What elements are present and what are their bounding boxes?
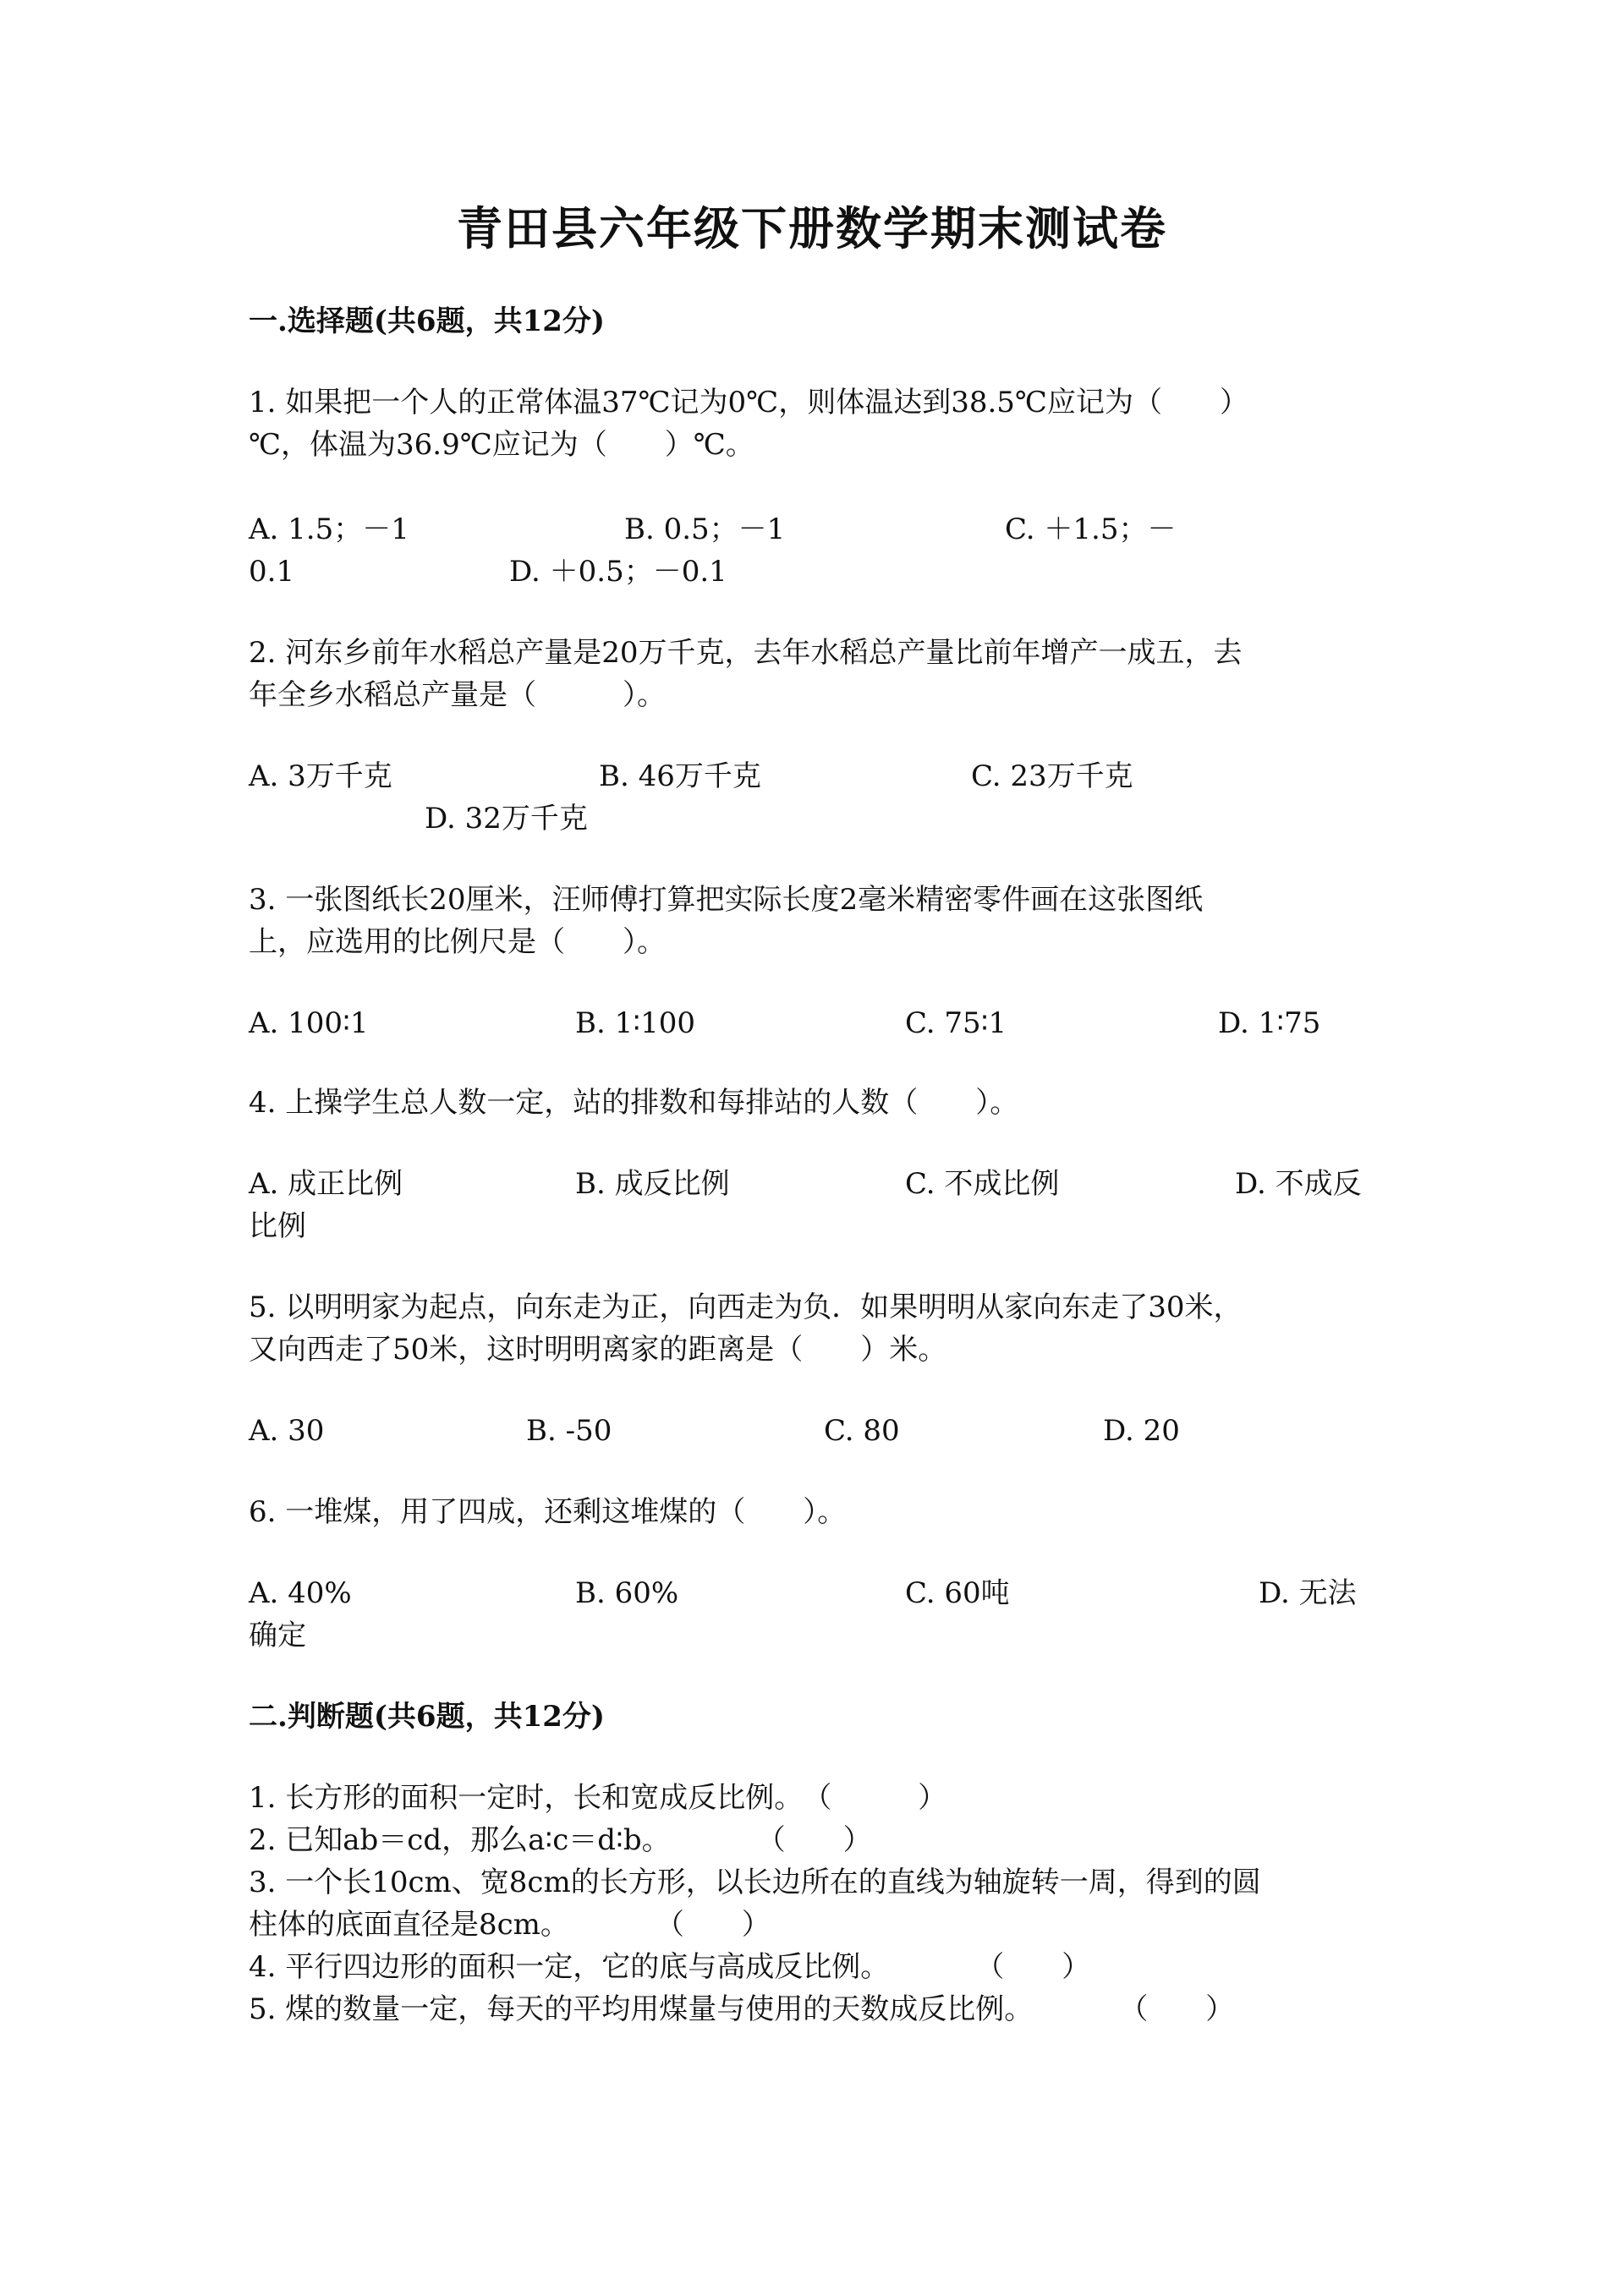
judgement-item-2: 2. 已知ab＝cd，那么a∶c＝d∶b。 （ ） <box>249 1823 872 1857</box>
judgement-item-5: 5. 煤的数量一定，每天的平均用煤量与使用的天数成反比例。 （ ） <box>249 1992 1235 2026</box>
section-heading-judgement: 二.判断题(共6题，共12分) <box>249 1700 605 1734</box>
question-1-line-2: ℃，体温为36.9℃应记为（ ）℃。 <box>249 428 754 462</box>
question-4-option-d: D. 不成反 <box>1235 1167 1362 1201</box>
judgement-item-4: 4. 平行四边形的面积一定，它的底与高成反比例。 （ ） <box>249 1950 1091 1984</box>
question-2-line-1: 2. 河东乡前年水稻总产量是20万千克，去年水稻总产量比前年增产一成五，去 <box>249 636 1243 670</box>
question-1-option-c-continued: 0.1 <box>249 555 295 589</box>
section-heading-choice: 一.选择题(共6题，共12分) <box>249 304 605 338</box>
question-2-option-c: C. 23万千克 <box>971 759 1133 793</box>
question-3-option-c: C. 75∶1 <box>905 1006 1007 1040</box>
question-4-option-b: B. 成反比例 <box>575 1167 730 1201</box>
question-3-option-d: D. 1∶75 <box>1218 1006 1321 1040</box>
question-5-line-1: 5. 以明明家为起点，向东走为正，向西走为负．如果明明从家向东走了30米， <box>249 1290 1243 1324</box>
judgement-item-1: 1. 长方形的面积一定时，长和宽成反比例。 （ ） <box>249 1781 947 1815</box>
question-1-option-c: C. ＋1.5；－ <box>1005 512 1177 546</box>
question-5-option-c: C. 80 <box>824 1414 900 1448</box>
question-1-option-a: A. 1.5；－1 <box>249 512 409 546</box>
question-6-line-1: 6. 一堆煤，用了四成，还剩这堆煤的（ ）。 <box>249 1495 847 1529</box>
question-6-option-d-continued: 确定 <box>249 1619 306 1652</box>
judgement-item-3-line-2: 柱体的底面直径是8cm。 （ ） <box>249 1908 771 1942</box>
question-6-option-d: D. 无法 <box>1259 1576 1357 1610</box>
judgement-item-3-line-1: 3. 一个长10cm、宽8cm的长方形，以长边所在的直线为轴旋转一周，得到的圆 <box>249 1866 1261 1899</box>
question-4-line-1: 4. 上操学生总人数一定，站的排数和每排站的人数（ ）。 <box>249 1086 1019 1120</box>
question-5-option-d: D. 20 <box>1103 1414 1180 1448</box>
question-3-line-1: 3. 一张图纸长20厘米，汪师傅打算把实际长度2毫米精密零件画在这张图纸 <box>249 883 1204 917</box>
question-6-option-b: B. 60% <box>575 1576 679 1610</box>
question-2-option-b: B. 46万千克 <box>599 759 761 793</box>
question-1-line-1: 1. 如果把一个人的正常体温37℃记为0℃，则体温达到38.5℃应记为（ ） <box>249 386 1248 419</box>
page-title: 青田县六年级下册数学期末测试卷 <box>457 201 1167 255</box>
question-3-option-b: B. 1∶100 <box>575 1006 695 1040</box>
question-2-option-d: D. 32万千克 <box>425 802 588 836</box>
question-4-option-c: C. 不成比例 <box>905 1167 1060 1201</box>
question-1-option-b: B. 0.5；－1 <box>624 512 786 546</box>
question-3-line-2: 上，应选用的比例尺是（ ）。 <box>249 925 666 959</box>
question-6-option-c: C. 60吨 <box>905 1576 1010 1610</box>
question-5-option-a: A. 30 <box>249 1414 325 1448</box>
question-3-option-a: A. 100∶1 <box>249 1006 369 1040</box>
question-2-option-a: A. 3万千克 <box>249 759 392 793</box>
question-5-line-2: 又向西走了50米，这时明明离家的距离是（ ）米。 <box>249 1333 947 1367</box>
question-2-line-2: 年全乡水稻总产量是（ ）。 <box>249 678 666 712</box>
question-1-option-d: D. ＋0.5；－0.1 <box>509 555 727 589</box>
question-4-option-a: A. 成正比例 <box>249 1167 403 1201</box>
question-6-option-a: A. 40% <box>249 1576 352 1610</box>
question-4-option-d-continued: 比例 <box>249 1209 306 1243</box>
question-5-option-b: B. -50 <box>526 1414 612 1448</box>
